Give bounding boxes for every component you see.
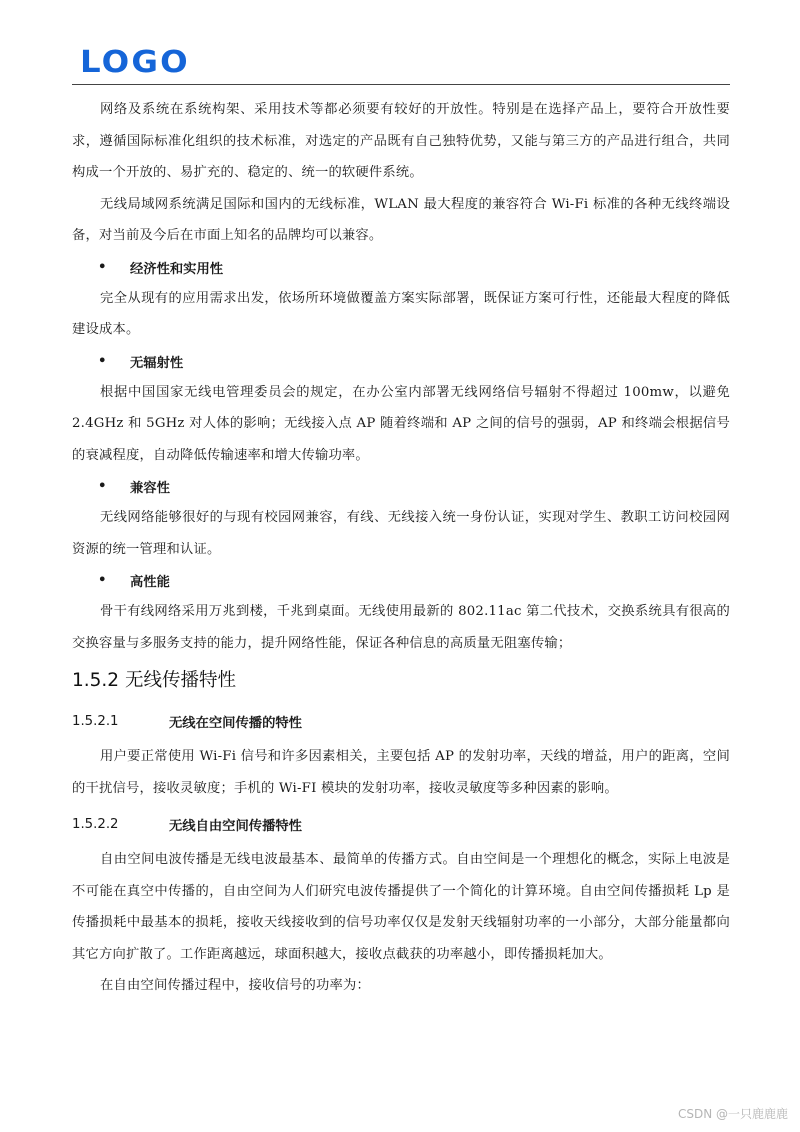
bullet-heading-no-radiation (72, 346, 730, 377)
bullet-dot-icon (72, 260, 130, 275)
subsection-heading-1 (72, 701, 730, 741)
paragraph-space-propagation: 用户要正常使用 Wi-Fi 信号和许多因素相关，主要包括 AP 的发射功率，天线的增益，用户的距离，空间的干扰信号，接收灵敏度；手机的 Wi-FI 模块的发射功率，接收灵敏度等多种因素的影响。 (72, 749, 730, 796)
bullet-title: 经济性和实用性 (130, 261, 224, 277)
document-body (72, 94, 730, 1002)
subsection-heading-2 (72, 804, 730, 844)
subsection-number: 1.5.2.2 (72, 816, 119, 832)
bullet-dot-icon (72, 479, 130, 494)
bullet-title: 兼容性 (130, 481, 170, 496)
logo: LOGO (80, 45, 190, 80)
subsection-title: 无线自由空间传播特性 (169, 818, 302, 834)
subsection-number: 1.5.2.1 (72, 713, 119, 729)
page-header (72, 44, 730, 85)
bullet-heading-compatibility (72, 471, 730, 502)
bullet-dot-icon (72, 573, 130, 588)
bullet-dot-icon (72, 354, 130, 369)
paragraph-compatibility: 无线网络能够很好的与现有校园网兼容，有线、无线接入统一身份认证，实现对学生、教职工访问校园网资源的统一管理和认证。 (72, 510, 730, 557)
subsection-title: 无线在空间传播的特性 (169, 715, 302, 731)
paragraph-free-space: 自由空间电波传播是无线电波最基本、最简单的传播方式。自由空间是一个理想化的概念，实际上电波是不可能在真空中传播的，自由空间为人们研究电波传播提供了一个简化的计算环境。自由空间传播损耗 Lp 是传播损耗中最基本的损耗，接收天线接收到的信号功率仅仅是发射天线辐射功率的一小部分，大部分能量都向其它方向扩散了。工作距离越远，球面积越大，接收点截获的功率越小，即传播损耗加大。 (72, 852, 730, 962)
section-number: 1.5.2 (72, 670, 120, 691)
bullet-heading-economy (72, 252, 730, 283)
paragraph-received-power: 在自由空间传播过程中，接收信号的功率为： (100, 978, 370, 993)
watermark: CSDN @一只鹿鹿鹿 (677, 1107, 788, 1121)
paragraph-compatibility-standards: 无线局域网系统满足国际和国内的无线标准，WLAN 最大程度的兼容符合 Wi-Fi 标准的各种无线终端设备，对当前及今后在市面上知名的品牌均可以兼容。 (72, 196, 730, 243)
bullet-title: 高性能 (130, 575, 170, 590)
paragraph-no-radiation: 根据中国国家无线电管理委员会的规定，在办公室内部署无线网络信号辐射不得超过 100mw，以避免 2.4GHz 和 5GHz 对人体的影响；无线接入点 AP 随着终端和 AP 之间的信号的强弱，AP 和终端会根据信号的衰减程度，自动降低传输速率和增大传输功率。 (72, 384, 730, 463)
paragraph-economy: 完全从现有的应用需求出发，依场所环境做覆盖方案实际部署，既保证方案可行性，还能最大程度的降低建设成本。 (72, 290, 730, 337)
paragraph-openness: 网络及系统在系统构架、采用技术等都必须要有较好的开放性。特别是在选择产品上，要符合开放性要求，遵循国际标准化组织的技术标准，对选定的产品既有自己独特优势，又能与第三方的产品进行组合，共同构成一个开放的、易扩充的、稳定的、统一的软硬件系统。 (72, 102, 730, 180)
section-title: 无线传播特性 (124, 670, 236, 691)
paragraph-performance: 骨干有线网络采用万兆到楼，千兆到桌面。无线使用最新的 802.11ac 第二代技术，交换系统具有很高的交换容量与多服务支持的能力，提升网络性能，保证各种信息的高质量无阻塞传输； (72, 604, 730, 651)
bullet-title: 无辐射性 (130, 355, 184, 371)
section-heading (72, 661, 730, 701)
bullet-heading-performance (72, 565, 730, 596)
